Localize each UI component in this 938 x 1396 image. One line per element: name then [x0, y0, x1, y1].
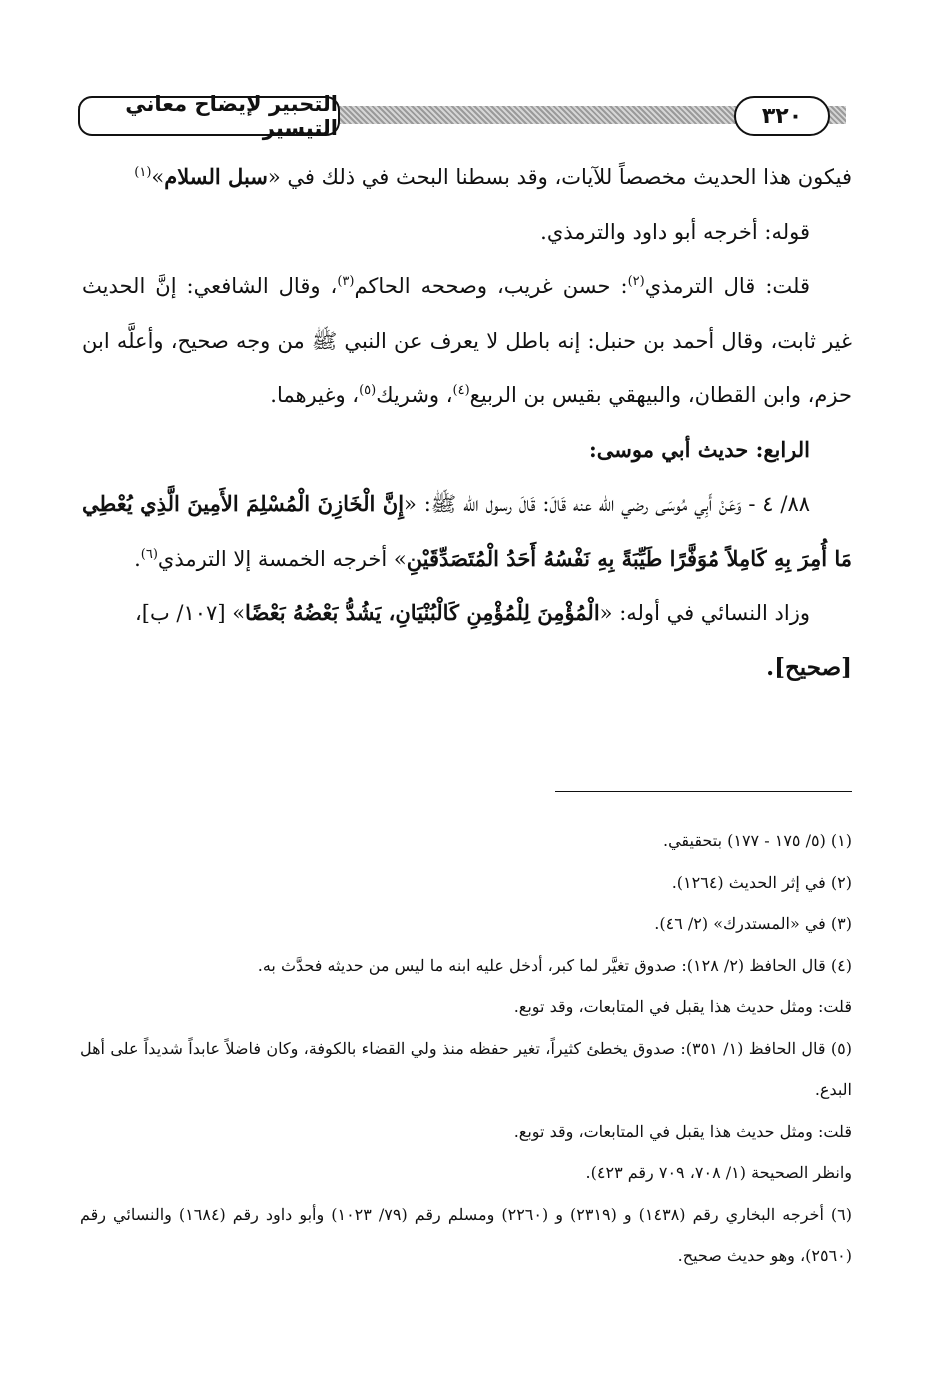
- footnote-separator: [555, 791, 852, 792]
- footnote-5: (٥) قال الحافظ (١/ ٣٥١): صدوق يخطئ كثيراً، تغير حفظه منذ ولي القضاء بالكوفة، وكان فاضلاً عابداً شديداً على أهل البدع.: [80, 1038, 853, 1099]
- footnote-5-reference: وانظر الصحيحة (١/ ٧٠٨، ٧٠٩ رقم ٤٢٣).: [585, 1163, 852, 1182]
- hadith-grade: [صحيح].: [766, 653, 852, 681]
- footnote-1: (١) (٥/ ١٧٥ - ١٧٧) بتحقيقي.: [662, 831, 852, 850]
- book-reference: سبل السلام: [164, 164, 268, 189]
- addition-paragraph: وزاد النسائي في أوله: «الْمُؤْمِنَ لِلْمُؤْمِنِ كَالْبُنْيَانِ، يَشُدُّ بَعْضُهُ بَعْضًا» [١٠٧/ ب]،: [134, 600, 810, 625]
- footnote-5-comment: قلت: ومثل حديث هذا يقبل في المتابعات، وقد توبع.: [513, 1121, 852, 1141]
- footnote-2: (٢) في إثر الحديث (١٢٦٤).: [671, 872, 852, 892]
- footnote-ref-3: (٣): [337, 274, 355, 289]
- footnote-3: (٣) في «المستدرك» (٢/ ٤٦).: [654, 914, 852, 933]
- footnote-6: (٦) أخرجه البخاري رقم (١٤٣٨) و (٢٣١٩) و (٢٢٦٠) ومسلم رقم (٧٩/ ١٠٢٣) وأبو داود رقم (١٦٨٤) والنسائي رقم (٢٥٦٠)، وهو حديث صحيح.: [80, 1204, 853, 1265]
- footnote-ref-5: (٥): [359, 383, 377, 398]
- section-heading: الرابع: حديث أبي موسى:: [589, 436, 810, 462]
- main-text: [82, 150, 852, 695]
- paragraph-1: فيكون هذا الحديث مخصصاً للآيات، وقد بسطنا البحث في ذلك في «سبل السلام»$^{(١)}$: [134, 164, 852, 189]
- footnotes: [80, 820, 852, 1277]
- hadith-text: إِنَّ الْخَازِنَ الْمُسْلِمَ الأَمِينَ الَّذِي يُعْطِي مَا أُمِرَ بِهِ كَامِلاً مُوَفَّرًا طَيِّبَةً بِهِ نَفْسُهُ أَحَدُ الْمُتَصَدِّقَيْنِ: [82, 491, 852, 571]
- paragraph-2: قوله: أخرجه أبو داود والترمذي.: [540, 219, 810, 244]
- footnote-ref-4: (٤): [452, 383, 470, 398]
- footnote-ref-1: (١): [134, 165, 152, 180]
- addition-hadith-text: الْمُؤْمِنَ لِلْمُؤْمِنِ كَالْبُنْيَانِ، يَشُدُّ بَعْضُهُ بَعْضًا: [245, 600, 600, 625]
- page-number: ٣٢٠: [734, 96, 830, 136]
- footnote-ref-6: (٦): [140, 546, 158, 562]
- footnote-4: (٤) قال الحافظ (٢/ ١٢٨): صدوق تغيَّر لما كبر، أدخل عليه ابنه ما ليس من حديثه فحدَّث به.: [257, 955, 852, 975]
- paragraph-3: قلت: قال الترمذي$^{(٢)}$: حسن غريب، وصححه الحاكم$^{(٣)}$، وقال الشافعي: إنَّ الحديث غير ثابت، وقال أحمد بن حنبل: إنه باطل لا يعرف عن النبي ﷺ من وجه صحيح، وأعلَّه ابن حزم، وابن القطان، والبيهقي بقيس بن الربيع$^{(٤)}$، وشريك$^{(٥)}$، وغيرهما.: [82, 274, 852, 407]
- footnote-ref-2: (٢): [627, 274, 645, 289]
- page-header: [78, 92, 846, 146]
- book-title: التحبير لإيضاح معاني التيسير: [78, 96, 340, 136]
- hadith-paragraph: ٨٨/ ٤ - وَعَنْ أَبِي مُوسَى رضي الله عنه قَالَ: قَالَ رسول الله ﷺ: «إِنَّ الْخَازِنَ الْمُسْلِمَ الأَمِينَ الَّذِي يُعْطِي مَا أُمِرَ بِهِ كَامِلاً مُوَفَّرًا طَيِّبَةً بِهِ نَفْسُهُ أَحَدُ الْمُتَصَدِّقَيْنِ» أخرجه الخمسة إلا الترمذي$^{(٦)}$.: [82, 491, 852, 571]
- footnote-4-comment: قلت: ومثل حديث هذا يقبل في المتابعات، وقد توبع.: [513, 997, 852, 1016]
